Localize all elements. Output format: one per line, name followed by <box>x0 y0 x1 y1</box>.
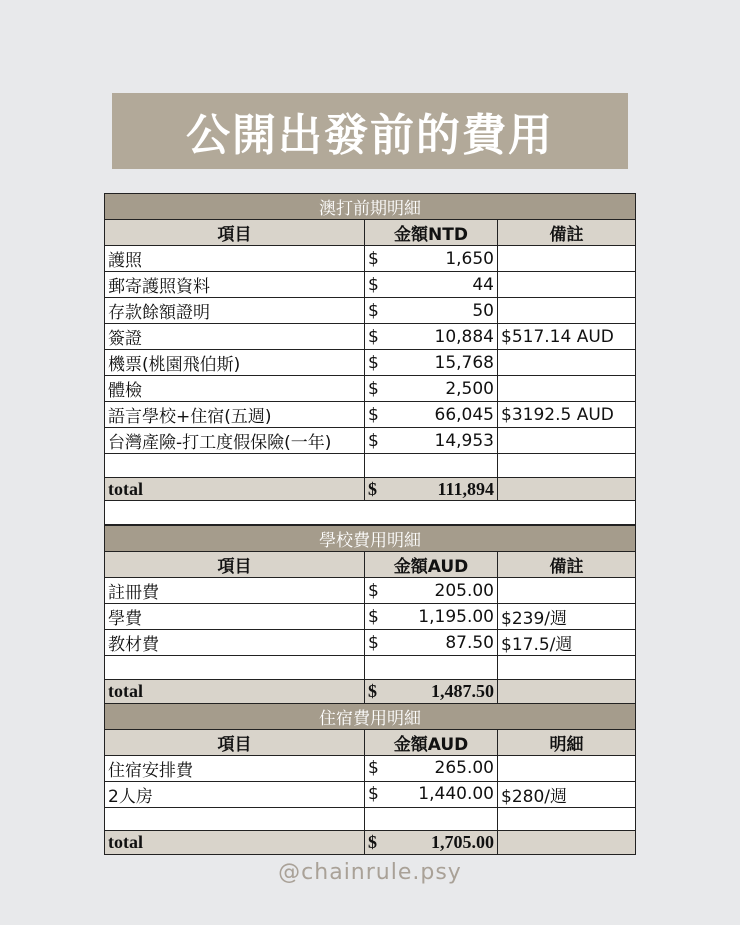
amount-value: 44 <box>472 274 494 295</box>
column-header-item: 項目 <box>105 552 365 578</box>
amount-cell <box>365 781 498 807</box>
note-cell <box>498 428 636 454</box>
item-cell: 簽證 <box>105 324 365 350</box>
amount-cell <box>365 755 498 781</box>
amount-cell <box>365 350 498 376</box>
item-cell: 教材費 <box>105 630 365 656</box>
table-row <box>105 755 636 781</box>
total-row <box>105 477 636 501</box>
currency-symbol: $ <box>368 632 379 653</box>
note-cell: $280/週 <box>498 781 636 807</box>
table-row <box>105 298 636 324</box>
currency-symbol: $ <box>368 430 379 451</box>
currency-symbol: $ <box>368 378 379 399</box>
section3-title: 住宿費用明細 <box>105 703 636 729</box>
section2-table <box>104 525 636 855</box>
column-header-note: 備註 <box>498 220 636 246</box>
total-row <box>105 680 636 704</box>
amount-cell <box>365 428 498 454</box>
section2-title: 學校費用明細 <box>105 526 636 552</box>
empty-row <box>105 807 636 831</box>
currency-symbol: $ <box>368 758 379 779</box>
amount-value: 15,768 <box>434 352 494 373</box>
total-currency: $ <box>368 680 377 701</box>
item-cell: 護照 <box>105 246 365 272</box>
table-row <box>105 428 636 454</box>
note-cell <box>498 578 636 604</box>
amount-value: 1,650 <box>445 248 494 269</box>
item-cell: 2人房 <box>105 781 365 807</box>
item-cell: 體檢 <box>105 376 365 402</box>
table-row <box>105 246 636 272</box>
total-currency: $ <box>368 478 377 499</box>
total-label: total <box>105 831 365 855</box>
table-row <box>105 781 636 807</box>
amount-value: 1,195.00 <box>418 606 494 627</box>
note-cell <box>498 755 636 781</box>
currency-symbol: $ <box>368 352 379 373</box>
amount-cell <box>365 376 498 402</box>
column-header-item: 項目 <box>105 729 365 755</box>
amount-value: 2,500 <box>445 378 494 399</box>
page-title: 公開出發前的費用 <box>186 110 554 161</box>
note-cell <box>498 376 636 402</box>
amount-cell <box>365 578 498 604</box>
note-cell <box>498 298 636 324</box>
item-cell: 住宿安排費 <box>105 755 365 781</box>
amount-value: 205.00 <box>434 580 494 601</box>
column-header-amount: 金額AUD <box>365 729 498 755</box>
table-row <box>105 376 636 402</box>
footer-handle: @chainrule.psy <box>278 860 462 885</box>
total-amount: 1,705.00 <box>431 832 494 853</box>
table-row <box>105 578 636 604</box>
item-cell: 機票(桃園飛伯斯) <box>105 350 365 376</box>
table-row <box>105 604 636 630</box>
title-banner <box>112 93 628 169</box>
total-row <box>105 831 636 855</box>
currency-symbol: $ <box>368 248 379 269</box>
amount-value: 66,045 <box>434 404 494 425</box>
amount-value: 50 <box>472 300 494 321</box>
note-cell: $517.14 AUD <box>498 324 636 350</box>
table-row <box>105 324 636 350</box>
note-cell: $239/週 <box>498 604 636 630</box>
empty-row <box>105 454 636 478</box>
currency-symbol: $ <box>368 606 379 627</box>
amount-cell <box>365 604 498 630</box>
empty-row <box>105 656 636 680</box>
total-currency: $ <box>368 832 377 853</box>
currency-symbol: $ <box>368 274 379 295</box>
item-cell: 存款餘額證明 <box>105 298 365 324</box>
item-cell: 台灣產險-打工度假保險(一年) <box>105 428 365 454</box>
column-header-amount: 金額AUD <box>365 552 498 578</box>
total-amount: 1,487.50 <box>431 680 494 701</box>
total-amount: 111,894 <box>437 478 494 499</box>
currency-symbol: $ <box>368 326 379 347</box>
currency-symbol: $ <box>368 580 379 601</box>
currency-symbol: $ <box>368 404 379 425</box>
amount-value: 87.50 <box>445 632 494 653</box>
table-row <box>105 630 636 656</box>
note-cell: $17.5/週 <box>498 630 636 656</box>
item-cell: 註冊費 <box>105 578 365 604</box>
column-header-item: 項目 <box>105 220 365 246</box>
item-cell: 學費 <box>105 604 365 630</box>
column-header-note: 明細 <box>498 729 636 755</box>
total-label: total <box>105 477 365 501</box>
note-cell <box>498 350 636 376</box>
note-cell <box>498 246 636 272</box>
amount-cell <box>365 246 498 272</box>
amount-value: 14,953 <box>434 430 494 451</box>
amount-cell <box>365 298 498 324</box>
cost-sheet <box>104 193 635 855</box>
table-row <box>105 402 636 428</box>
amount-cell <box>365 630 498 656</box>
item-cell: 語言學校+住宿(五週) <box>105 402 365 428</box>
currency-symbol: $ <box>368 784 379 805</box>
amount-cell <box>365 324 498 350</box>
amount-value: 10,884 <box>434 326 494 347</box>
amount-cell <box>365 402 498 428</box>
amount-value: 265.00 <box>434 758 494 779</box>
currency-symbol: $ <box>368 300 379 321</box>
note-cell <box>498 272 636 298</box>
column-header-amount: 金額NTD <box>365 220 498 246</box>
spacer-row <box>105 501 636 525</box>
table-row <box>105 272 636 298</box>
amount-cell <box>365 272 498 298</box>
section1-title: 澳打前期明細 <box>105 194 636 220</box>
item-cell: 郵寄護照資料 <box>105 272 365 298</box>
column-header-note: 備註 <box>498 552 636 578</box>
table-row <box>105 350 636 376</box>
total-label: total <box>105 680 365 704</box>
section1-table <box>104 193 636 525</box>
amount-value: 1,440.00 <box>418 784 494 805</box>
note-cell: $3192.5 AUD <box>498 402 636 428</box>
